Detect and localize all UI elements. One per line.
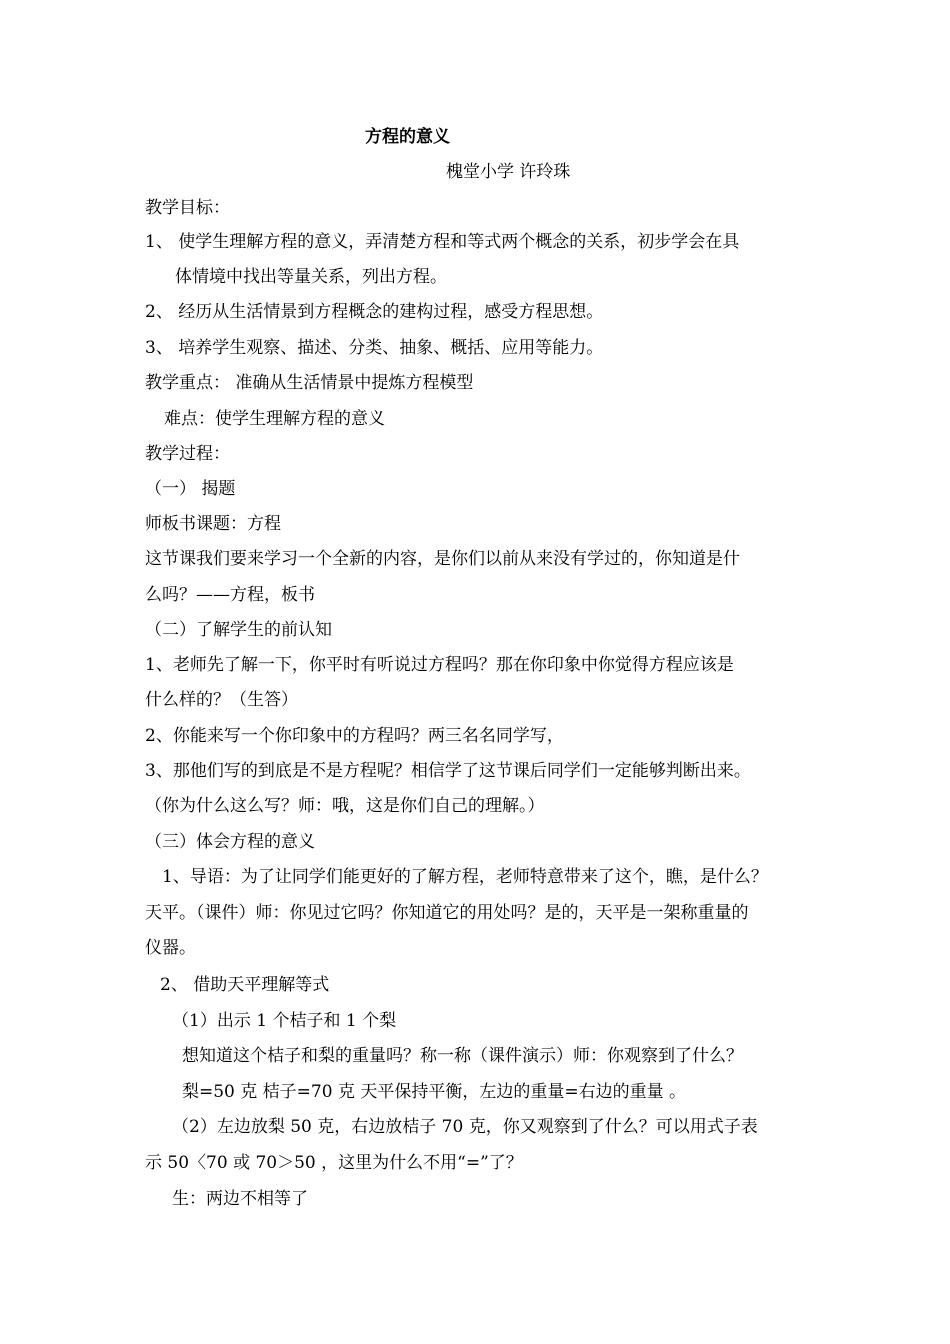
document-author: 槐堂小学 许玲珠: [446, 162, 571, 182]
text-line: 1、老师先了解一下，你平时有听说过方程吗？那在你印象中你觉得方程应该是: [145, 655, 734, 675]
text-line: 师板书课题：方程: [145, 514, 281, 534]
text-line: 1、 使学生理解方程的意义，弄清楚方程和等式两个概念的关系，初步学会在具: [145, 232, 740, 252]
text-line: 难点：使学生理解方程的意义: [164, 409, 385, 429]
text-line: 生：两边不相等了: [172, 1189, 308, 1209]
text-line: 2、 借助天平理解等式: [160, 975, 330, 995]
text-line: 什么样的？（生答）: [145, 690, 298, 710]
text-line: 教学目标：: [145, 198, 230, 218]
document-title: 方程的意义: [365, 127, 450, 147]
text-line: （一） 揭题: [145, 479, 236, 499]
text-line: 么吗？——方程，板书: [145, 585, 315, 605]
text-line: （三）体会方程的意义: [145, 832, 315, 852]
text-line: 3、 培养学生观察、描述、分类、抽象、概括、应用等能力。: [145, 338, 604, 358]
text-line: 教学过程：: [145, 444, 230, 464]
text-line: 体情境中找出等量关系，列出方程。: [175, 267, 447, 287]
text-line: 教学重点： 准确从生活情景中提炼方程模型: [145, 373, 474, 393]
text-line: 2、你能来写一个你印象中的方程吗？两三名名同学写，: [145, 726, 564, 746]
text-line: 仪器。: [145, 938, 196, 958]
text-line: 2、 经历从生活情景到方程概念的建构过程，感受方程思想。: [145, 302, 604, 322]
text-line: 3、那他们写的到底是不是方程呢？相信学了这节课后同学们一定能够判断出来。: [145, 761, 751, 781]
text-line: （2）左边放梨 50 克，右边放桔子 70 克，你又观察到了什么？可以用式子表: [172, 1117, 758, 1137]
text-line: （你为什么这么写？师：哦，这是你们自己的理解。）: [145, 796, 545, 816]
text-line: 这节课我们要来学习一个全新的内容，是你们以前从来没有学过的，你知道是什: [145, 549, 740, 569]
text-line: 1、导语：为了让同学们能更好的了解方程，老师特意带来了这个，瞧，是什么？: [162, 867, 768, 887]
text-line: （二）了解学生的前认知: [145, 620, 332, 640]
text-line: 天平。（课件）师：你见过它吗？你知道它的用处吗？是的，天平是一架称重量的: [145, 903, 749, 923]
text-line: 想知道这个桔子和梨的重量吗？称一称（课件演示）师：你观察到了什么？: [182, 1046, 743, 1066]
text-line: （1）出示 1 个桔子和 1 个梨: [172, 1011, 397, 1031]
text-line: 示 50〈70 或 70＞50 ，这里为什么不用“=”了？: [145, 1153, 523, 1173]
text-line: 梨=50 克 桔子=70 克 天平保持平衡，左边的重量=右边的重量 。: [182, 1082, 687, 1102]
